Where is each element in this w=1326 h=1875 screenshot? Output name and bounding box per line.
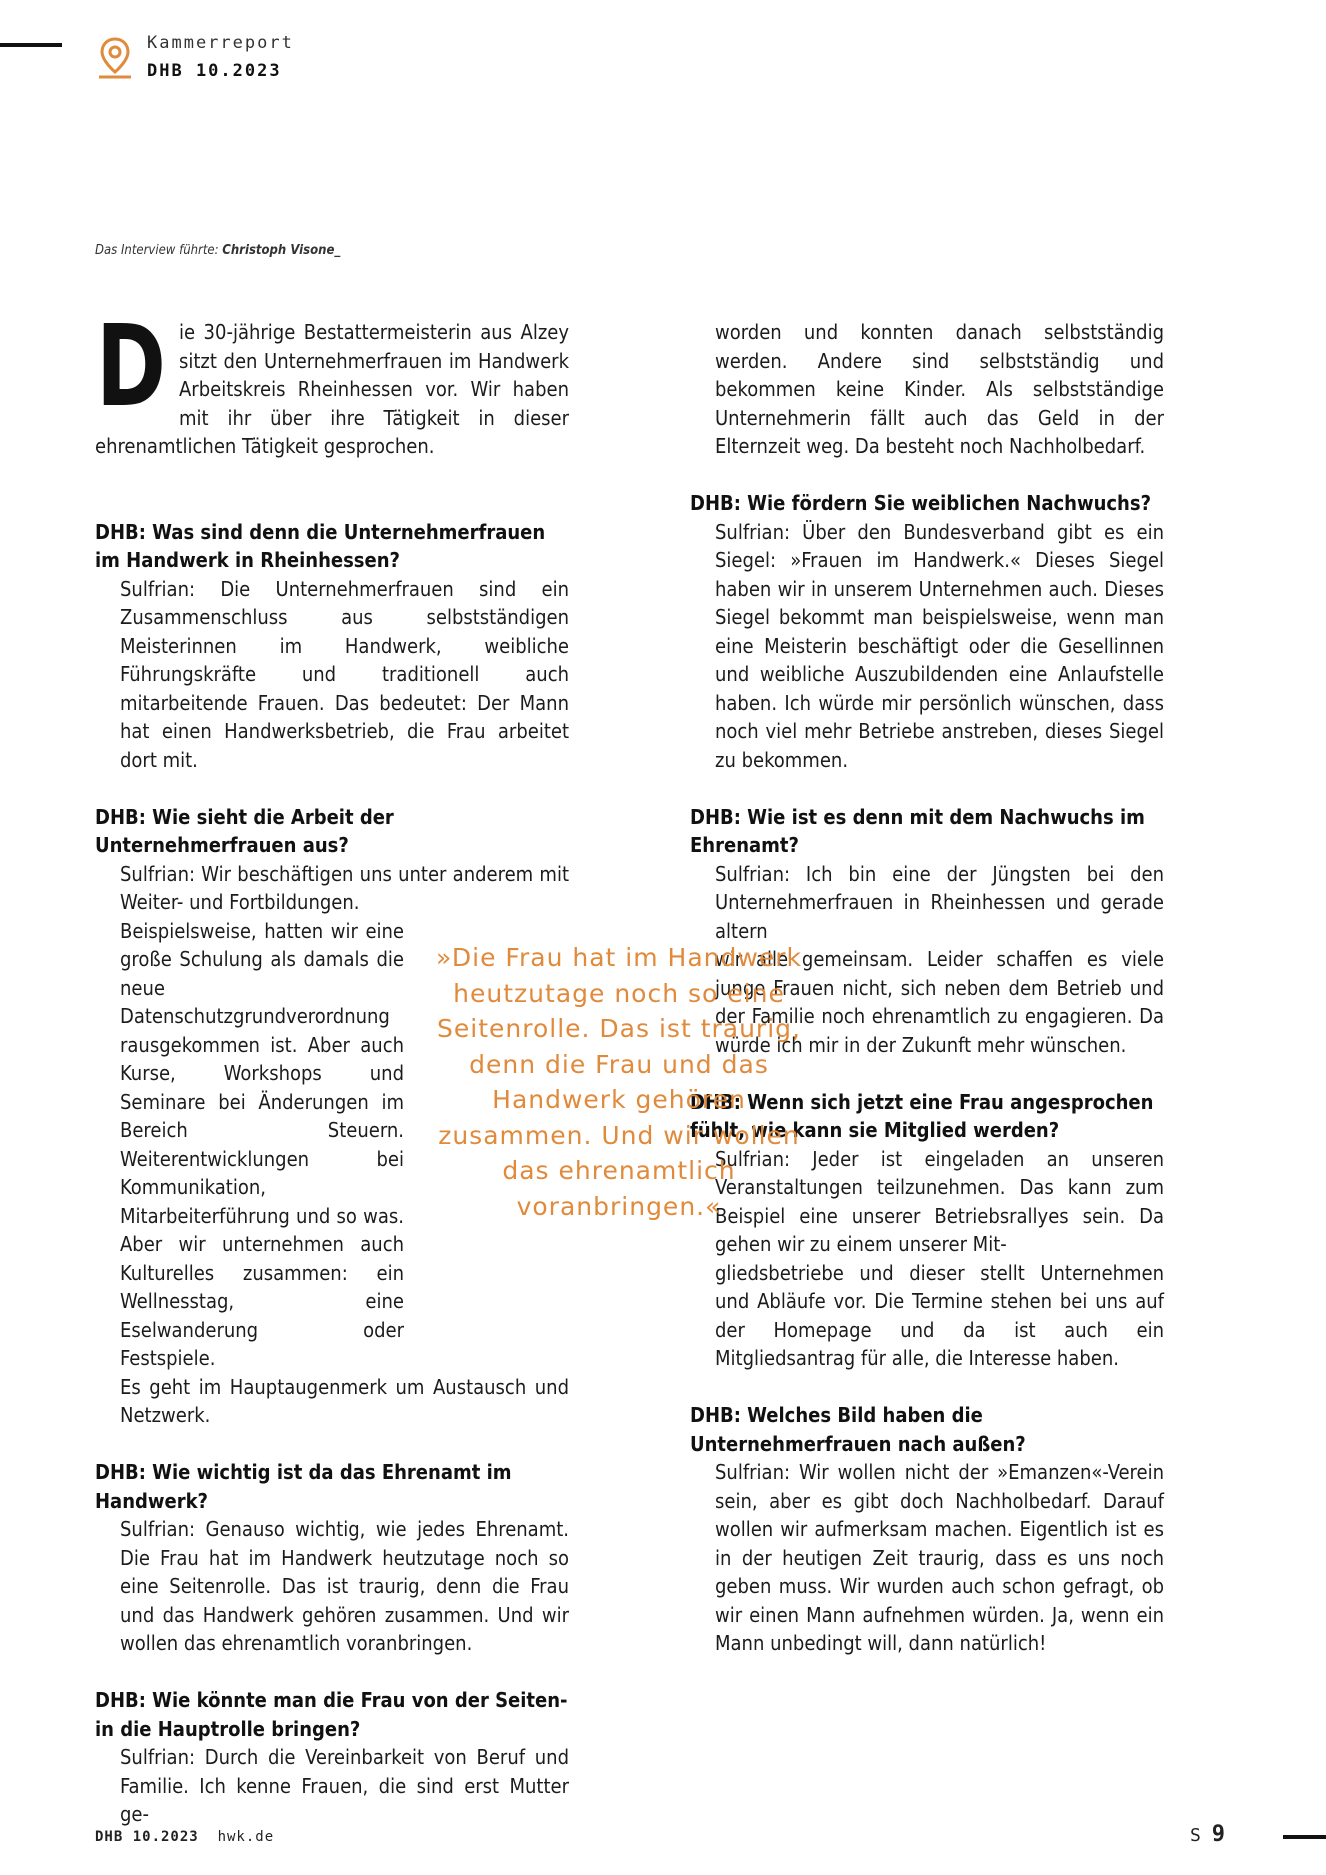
- question-2: DHB: Wie sieht die Arbeit der Unternehmerfrauen aus?: [95, 804, 394, 857]
- footer-left: [95, 1829, 274, 1845]
- location-pin-icon: [95, 36, 135, 80]
- interview-credit: [95, 243, 340, 258]
- credit-author: Christoph Visone_: [222, 243, 341, 258]
- answer-8: Sulfrian: Wir wollen nicht der »Emanzen«-Verein sein, aber es gibt doch Nachholbedarf. Darauf wollen wir aufmerksam machen. Eigentlich ist es in der heutigen Zeit traurig, dass es uns noch geben muss. Wir wurden auch schon gefragt, ob wir einen Mann aufnehmen würden. Ja, wenn ein Mann unbedingt will, dann natürlich!: [715, 1460, 1164, 1655]
- question-3: DHB: Wie wichtig ist da das Ehrenamt im Handwerk?: [95, 1460, 512, 1513]
- answer-1: Sulfrian: Die Unternehmerfrauen sind ein Zusammenschluss aus selbstständigen Meisterinnen im Handwerk, weibliche Führungskräfte und traditionell auch mitarbeitende Frauen. Das bedeutet: Der Mann hat einen Handwerksbetrieb, die Frau arbeitet dort mit.: [120, 576, 569, 772]
- answer-6-start: Sulfrian: Ich bin eine der Jüngsten bei den Unternehmerfrauen in Rheinhessen und gerade altern: [715, 861, 1164, 943]
- question-7: DHB: Wenn sich jetzt eine Frau angesprochen fühlt, wie kann sie Mitglied werden?: [690, 1089, 1154, 1142]
- answer-2-end: Es geht im Hauptaugenmerk um Austausch und Netzwerk.: [120, 1374, 569, 1427]
- credit-label: Das Interview führte:: [95, 243, 219, 258]
- dropcap: [95, 302, 167, 432]
- answer-7-start: Sulfrian: Jeder ist eingeladen an unseren Veranstaltungen teilzunehmen. Das kann zum Beispiel eine unserer Betriebsrallyes sein. Da gehen wir zu einem unserer Mit-: [715, 1146, 1164, 1256]
- top-rule: [0, 43, 62, 47]
- page-prefix: S: [1190, 1825, 1201, 1846]
- footer-site: hwk.de: [217, 1829, 275, 1845]
- answer-4: Sulfrian: Durch die Vereinbarkeit von Beruf und Familie. Ich kenne Frauen, die sind erst Mutter ge-: [120, 1745, 569, 1826]
- question-8: DHB: Welches Bild haben die Unternehmerfrauen nach außen?: [690, 1403, 1026, 1456]
- answer-7-rest: gliedsbetriebe und dieser stellt Unternehmen und Abläufe vor. Die Termine stehen bei uns auf der Homepage und da ist auch ein Mitgliedsantrag für alle, die Interesse haben.: [715, 1260, 1164, 1370]
- page-number: [1190, 1822, 1225, 1847]
- pull-quote: »Die Frau hat im Handwerk heutzutage noch so eine Seitenrolle. Das ist traurig, denn die Frau und das Handwerk gehören zusammen. Und wir wollen das ehrenamtlich voranbringen.«: [436, 943, 802, 1221]
- section-label: Kammerreport: [147, 33, 294, 53]
- intro-text: ie 30-jährige Bestattermeisterin aus Alzey sitzt den Unternehmerfrauen im Handwerk Arbeitskreis Rheinhessen vor. Wir haben mit ihr über ihre Tätigkeit in dieser ehrenamtlichen Tätigkeit gesprochen.: [95, 320, 569, 458]
- answer-2-intro: Sulfrian: Wir beschäftigen uns unter anderem mit Weiter- und Fortbildungen.: [120, 861, 569, 914]
- answer-2-body: Beispielsweise, hatten wir eine große Schulung als damals die neue Datenschutzgrundverordnung rausgekommen ist. Aber auch Kurse, Workshops und Seminare bei Änderungen im Bereich Steuern. Weiterentwicklungen bei Kommunikation, Mitarbeiterführung und so was. Aber wir unternehmen auch Kulturelles zusammen: ein Wellnesstag, eine Eselwanderung oder Festspiele.: [120, 918, 404, 1370]
- dropcap-letter: D: [96, 302, 166, 432]
- question-6: DHB: Wie ist es denn mit dem Nachwuchs im Ehrenamt?: [690, 804, 1145, 857]
- footer-issue: DHB 10.2023: [95, 1829, 199, 1845]
- bottom-rule: [1283, 1835, 1326, 1839]
- answer-4-continued: worden und konnten danach selbstständig werden. Andere sind selbstständig und bekommen keine Kinder. Als selbstständige Unternehmerin fällt auch das Geld in der Elternzeit weg. Da besteht noch Nachholbedarf.: [715, 320, 1164, 458]
- issue-label: DHB 10.2023: [147, 61, 282, 81]
- question-4: DHB: Wie könnte man die Frau von der Seiten- in die Hauptrolle bringen?: [95, 1688, 568, 1741]
- answer-3: Sulfrian: Genauso wichtig, wie jedes Ehrenamt. Die Frau hat im Handwerk heutzutage noch so eine Seitenrolle. Das ist traurig, denn die Frau und das Handwerk gehören zusammen. Und wir wollen das ehrenamtlich voranbringen.: [120, 1517, 569, 1655]
- question-5: DHB: Wie fördern Sie weiblichen Nachwuchs?: [690, 491, 1152, 515]
- question-1: DHB: Was sind denn die Unternehmerfrauen im Handwerk in Rheinhessen?: [95, 519, 546, 572]
- page-number-value: 9: [1211, 1822, 1225, 1847]
- answer-6-rest: wir alle gemeinsam. Leider schaffen es viele junge Frauen nicht, sich neben dem Betrieb und der Familie noch ehrenamtlich zu engagieren. Da würde ich mir in der Zukunft mehr wünschen.: [715, 947, 1164, 1057]
- answer-5: Sulfrian: Über den Bundesverband gibt es ein Siegel: »Frauen im Handwerk.« Dieses Siegel haben wir in unserem Unternehmen auch. Dieses Siegel bekommt man beispielsweise, wenn man eine Meisterin beschäftigt oder die Gesellinnen und weibliche Auszubildenden eine Anlaufstelle haben. Ich würde mir persönlich wünschen, dass noch viel mehr Betriebe anstreben, dieses Siegel zu bekommen.: [715, 519, 1164, 772]
